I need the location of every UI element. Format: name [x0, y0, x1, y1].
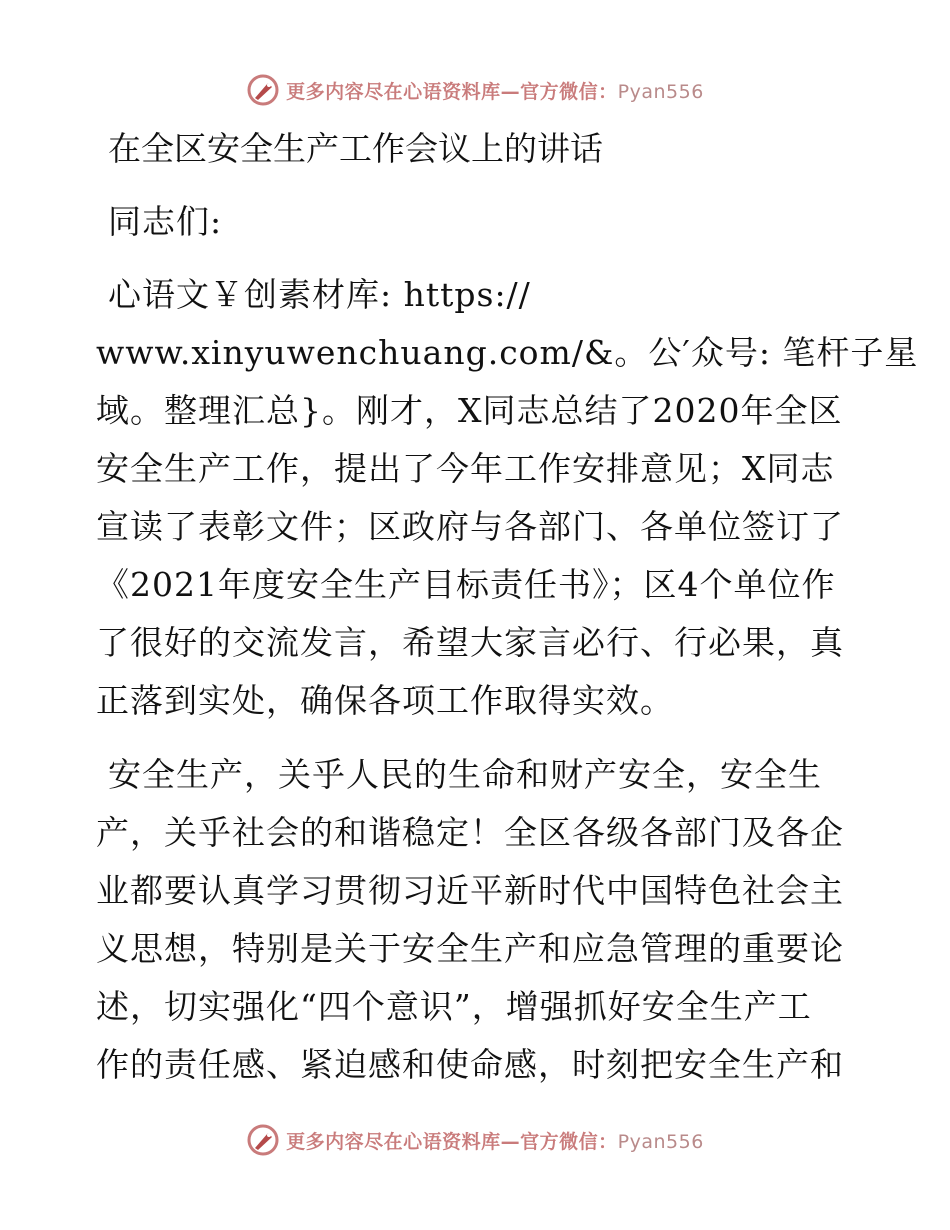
paragraph-line: 了很好的交流发言，希望大家言必行、行必果，真: [96, 623, 844, 662]
pen-nib-logo-icon: [246, 1123, 280, 1157]
document-title: 在全区安全生产工作会议上的讲话: [108, 129, 603, 168]
watermark-text: [286, 77, 704, 104]
paragraph-line: 安全生产工作，提出了今年工作安排意见；X同志: [96, 449, 835, 488]
paragraph-line: www.xinyuwenchuang.com/&。公′众号: 笔杆子星: [96, 333, 919, 372]
paragraph-2: [96, 746, 856, 1094]
document-body: [96, 120, 919, 1094]
watermark-wechat-id: Pyan556: [617, 1130, 704, 1153]
paragraph-line: 域。整理汇总}。刚才，X同志总结了2020年全区: [96, 391, 843, 430]
paragraph-line: 产，关乎社会的和谐稳定！全区各级各部门及各企: [96, 813, 844, 852]
watermark-label: 更多内容尽在心语资料库—官方微信：: [286, 1130, 618, 1153]
paragraph-line: 安全生产，关乎人民的生命和财产安全，安全生: [108, 755, 822, 794]
watermark-wechat-id: Pyan556: [617, 80, 704, 103]
paragraph-line: 正落到实处，确保各项工作取得实效。: [96, 681, 674, 720]
header-watermark-banner: [0, 68, 950, 112]
paragraph-line: 《2021年度安全生产目标责任书》；区4个单位作: [96, 565, 836, 604]
paragraph-1: [96, 266, 919, 730]
salutation-text: 同志们:: [108, 202, 223, 241]
paragraph-line: 作的责任感、紧迫感和使命感，时刻把安全生产和: [96, 1045, 844, 1084]
paragraph-line: 宣读了表彰文件；区政府与各部门、各单位签订了: [96, 507, 844, 546]
paragraph-line: 业都要认真学习贯彻习近平新时代中国特色社会主: [96, 871, 844, 910]
paragraph-line: 心语文￥创素材库: https://: [108, 275, 531, 314]
watermark-label: 更多内容尽在心语资料库—官方微信：: [286, 80, 618, 103]
paragraph-line: 述，切实强化“四个意识”，增强抓好安全生产工: [96, 987, 812, 1026]
watermark-text: [286, 1127, 704, 1154]
pen-nib-logo-icon: [246, 73, 280, 107]
salutation: [96, 193, 856, 251]
footer-watermark-banner: [0, 1118, 950, 1162]
paragraph-line: 义思想，特别是关于安全生产和应急管理的重要论: [96, 929, 844, 968]
